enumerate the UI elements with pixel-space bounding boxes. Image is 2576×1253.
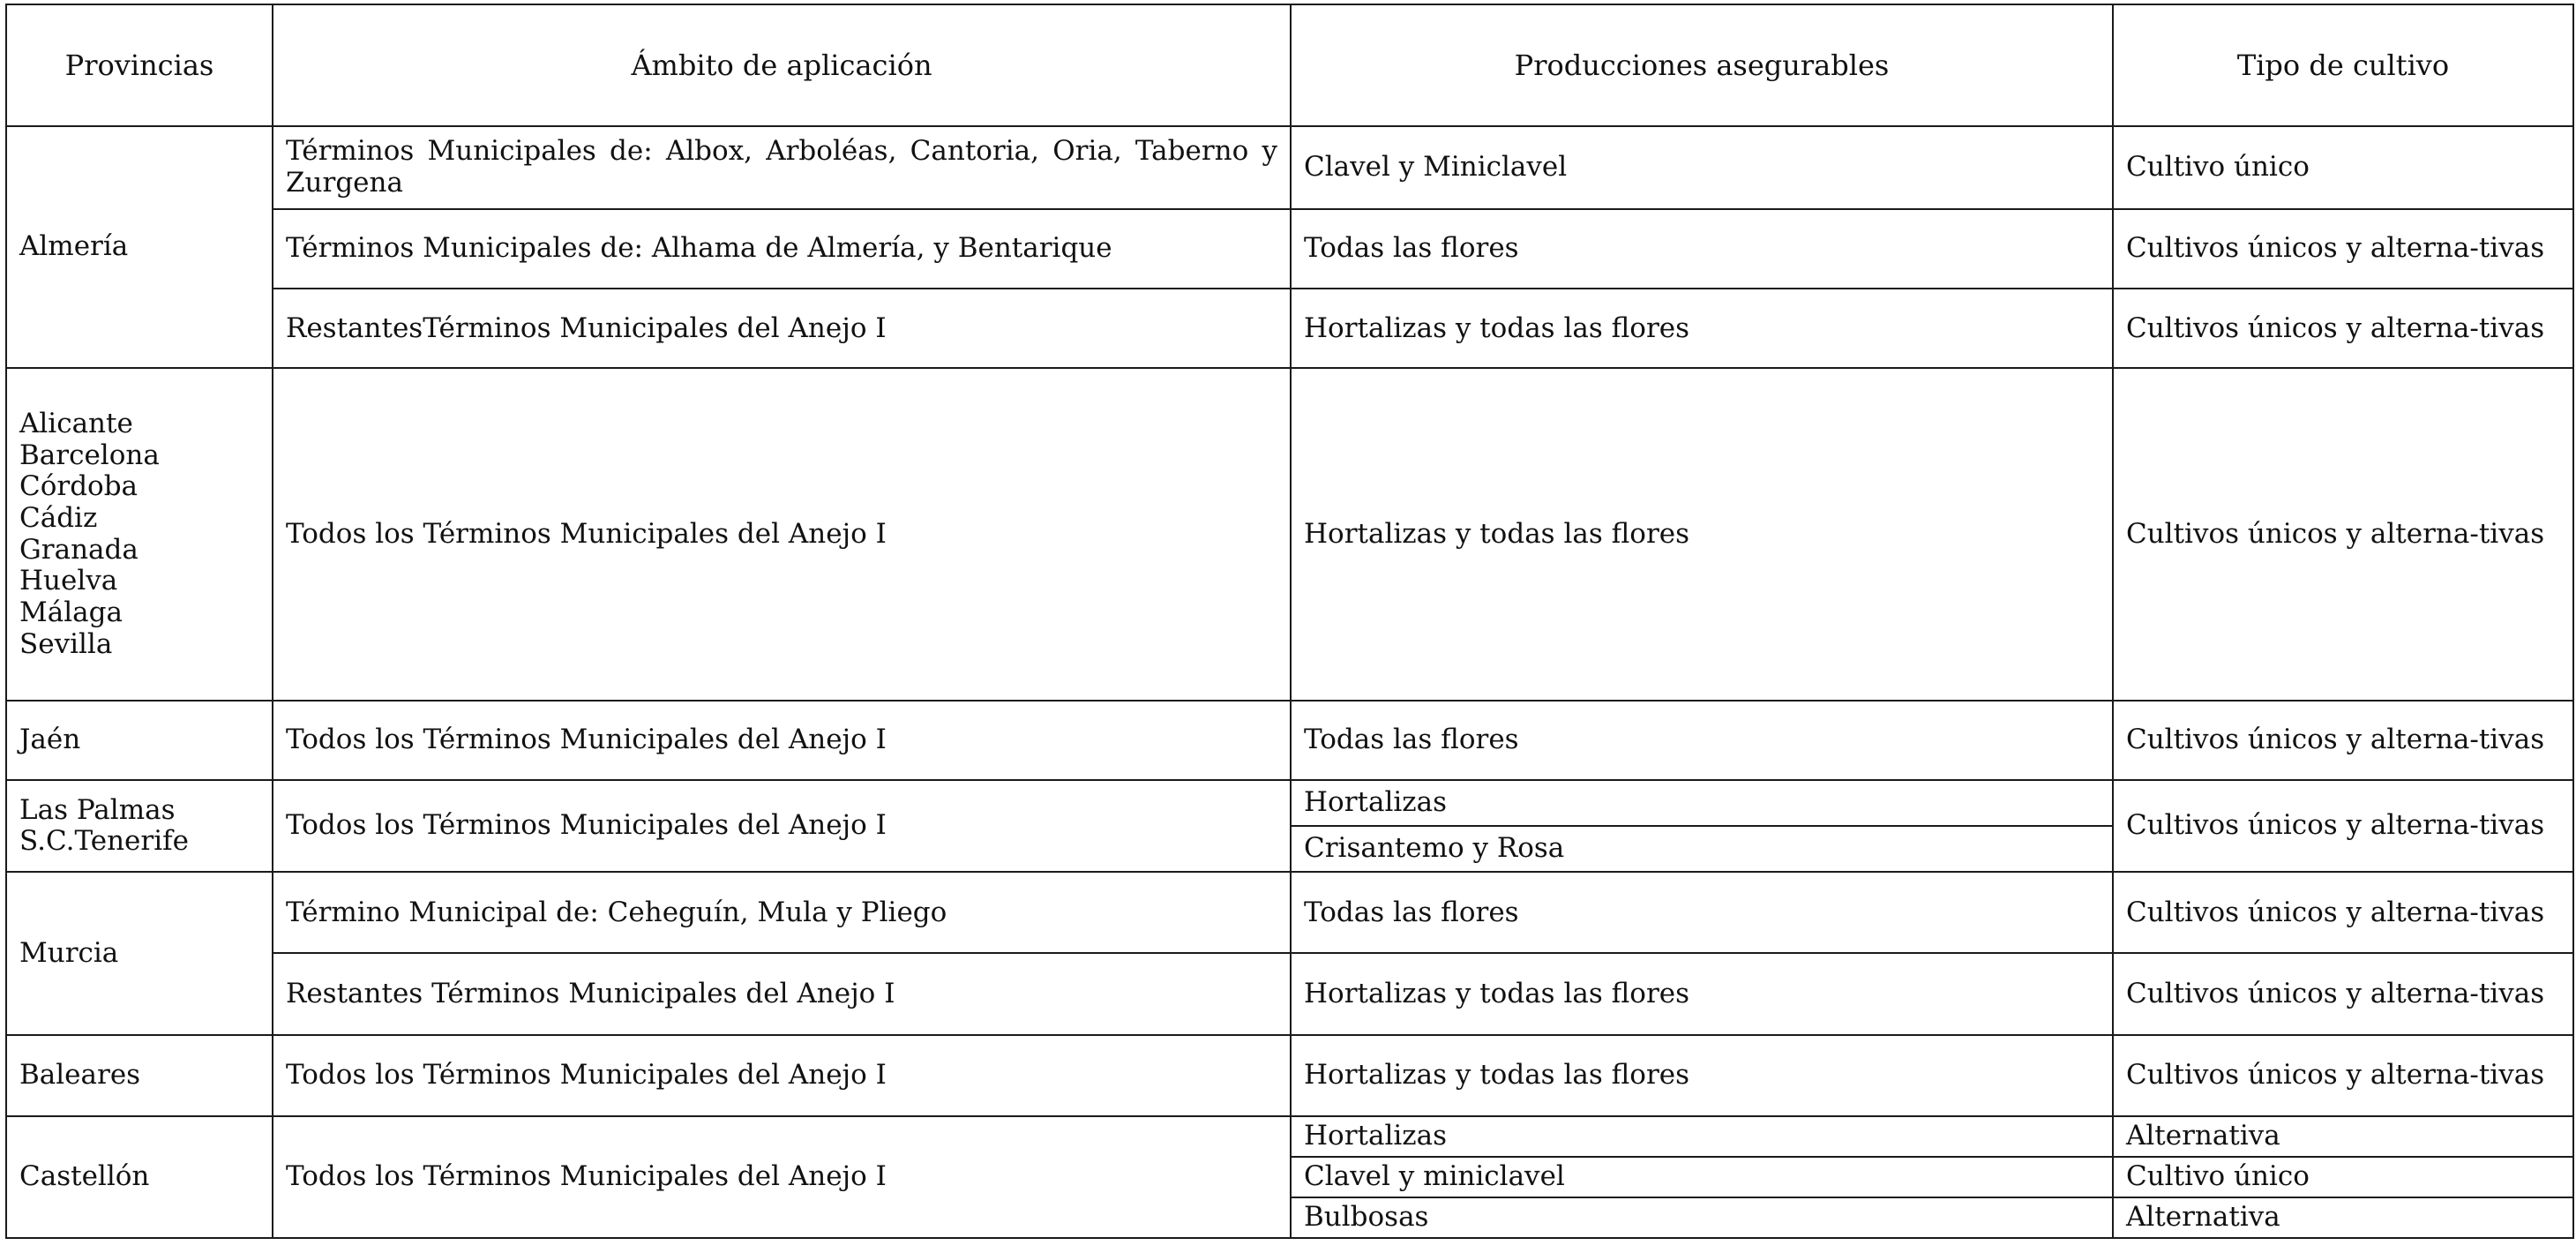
tipo-cultivo-cell: Cultivos únicos y alterna-tivas: [2113, 953, 2573, 1034]
insurance-crop-table: [5, 4, 2574, 1239]
producciones-split-cell: [1291, 780, 2113, 872]
provincia-cell: Almería: [6, 126, 273, 368]
provincia-name: Sevilla: [19, 627, 113, 660]
ambito-cell: Término Municipal de: Ceheguín, Mula y Pliego: [273, 872, 1291, 953]
ambito-cell: Términos Municipales de: Albox, Arboléas, Cantoria, Oria, Taberno y Zurgena: [273, 126, 1291, 209]
provincia-list-cell: [6, 780, 273, 872]
ambito-cell: Todos los Términos Municipales del Anejo I: [273, 368, 1291, 701]
producciones-cell: Todas las flores: [1291, 701, 2113, 780]
provincia-list-cell: [6, 368, 273, 701]
provincia-name: Córdoba: [19, 470, 139, 503]
provincia-cell: Murcia: [6, 872, 273, 1034]
table-row: [6, 953, 2573, 1034]
producciones-cell: Hortalizas y todas las flores: [1291, 1035, 2113, 1116]
table-row: [6, 780, 2573, 872]
producciones-cell: Todas las flores: [1291, 209, 2113, 289]
header-provincias: Provincias: [6, 4, 273, 126]
provincia-name: Alicante: [19, 408, 133, 440]
table-row: [6, 209, 2573, 289]
table-row: [6, 368, 2573, 701]
tipo-cultivo-cell: Cultivos únicos y alterna-tivas: [2113, 701, 2573, 780]
ambito-cell: Todos los Términos Municipales del Anejo I: [273, 701, 1291, 780]
tipo-cultivo-cell: Cultivos únicos y alterna-tivas: [2113, 289, 2573, 368]
provincia-cell: Baleares: [6, 1035, 273, 1116]
ambito-cell: Restantes Términos Municipales del Anejo I: [273, 953, 1291, 1034]
provincia-cell: Castellón: [6, 1116, 273, 1238]
provincia-name: Granada: [19, 533, 139, 566]
tipo-cultivo-cell: Cultivos únicos y alterna-tivas: [2113, 872, 2573, 953]
table-row: [6, 1035, 2573, 1116]
provincia-name: Málaga: [19, 596, 123, 628]
provincia-name: Huelva: [19, 565, 118, 597]
ambito-cell: Todos los Términos Municipales del Anejo I: [273, 1035, 1291, 1116]
producciones-cell: Hortalizas: [1304, 786, 1448, 819]
provincia-cell: Jaén: [6, 701, 273, 780]
table-row: [6, 126, 2573, 209]
tipo-cultivo-cell: Cultivos únicos y alterna-tivas: [2113, 780, 2573, 872]
ambito-cell: Todos los Términos Municipales del Anejo I: [273, 1116, 1291, 1238]
subtable-row: [1292, 826, 2112, 871]
ambito-cell: Todos los Términos Municipales del Anejo I: [273, 780, 1291, 872]
table-row: [6, 872, 2573, 953]
ambito-cell: RestantesTérminos Municipales del Anejo I: [273, 289, 1291, 368]
producciones-cell: Clavel y miniclavel: [1291, 1157, 2113, 1197]
tipo-cultivo-cell: Cultivos únicos y alterna-tivas: [2113, 1035, 2573, 1116]
provincia-name: Barcelona: [19, 439, 160, 471]
tipo-cultivo-cell: Alternativa: [2113, 1197, 2573, 1238]
tipo-cultivo-cell: Cultivo único: [2113, 126, 2573, 209]
producciones-cell: Hortalizas y todas las flores: [1291, 368, 2113, 701]
header-producciones: Producciones asegurables: [1291, 4, 2113, 126]
provincia-name: Cádiz: [19, 502, 98, 535]
provincia-name: Las Palmas: [19, 793, 176, 826]
provincia-list: [19, 795, 259, 858]
table-row: [6, 289, 2573, 368]
tipo-cultivo-cell: Alternativa: [2113, 1116, 2573, 1157]
tipo-cultivo-cell: Cultivos únicos y alterna-tivas: [2113, 209, 2573, 289]
producciones-cell: Crisantemo y Rosa: [1292, 826, 2112, 871]
producciones-subtable: [1292, 781, 2112, 871]
ambito-cell: Términos Municipales de: Alhama de Almería, y Bentarique: [273, 209, 1291, 289]
producciones-cell: Todas las flores: [1291, 872, 2113, 953]
producciones-cell: Hortalizas y todas las flores: [1291, 953, 2113, 1034]
producciones-cell: Bulbosas: [1291, 1197, 2113, 1238]
producciones-cell: Hortalizas: [1291, 1116, 2113, 1157]
header-ambito: Ámbito de aplicación: [273, 4, 1291, 126]
table-row: [6, 701, 2573, 780]
tipo-cultivo-cell: Cultivos únicos y alterna-tivas: [2113, 368, 2573, 701]
header-tipo-cultivo: Tipo de cultivo: [2113, 4, 2573, 126]
subtable-row: [1292, 781, 2112, 826]
producciones-cell: Clavel y Miniclavel: [1291, 126, 2113, 209]
provincia-name: S.C.Tenerife: [19, 825, 189, 858]
header-row: [6, 4, 2573, 126]
tipo-cultivo-cell: Cultivo único: [2113, 1157, 2573, 1197]
table-row: [6, 1116, 2573, 1157]
provincia-list: [19, 409, 259, 660]
producciones-cell: Hortalizas y todas las flores: [1291, 289, 2113, 368]
